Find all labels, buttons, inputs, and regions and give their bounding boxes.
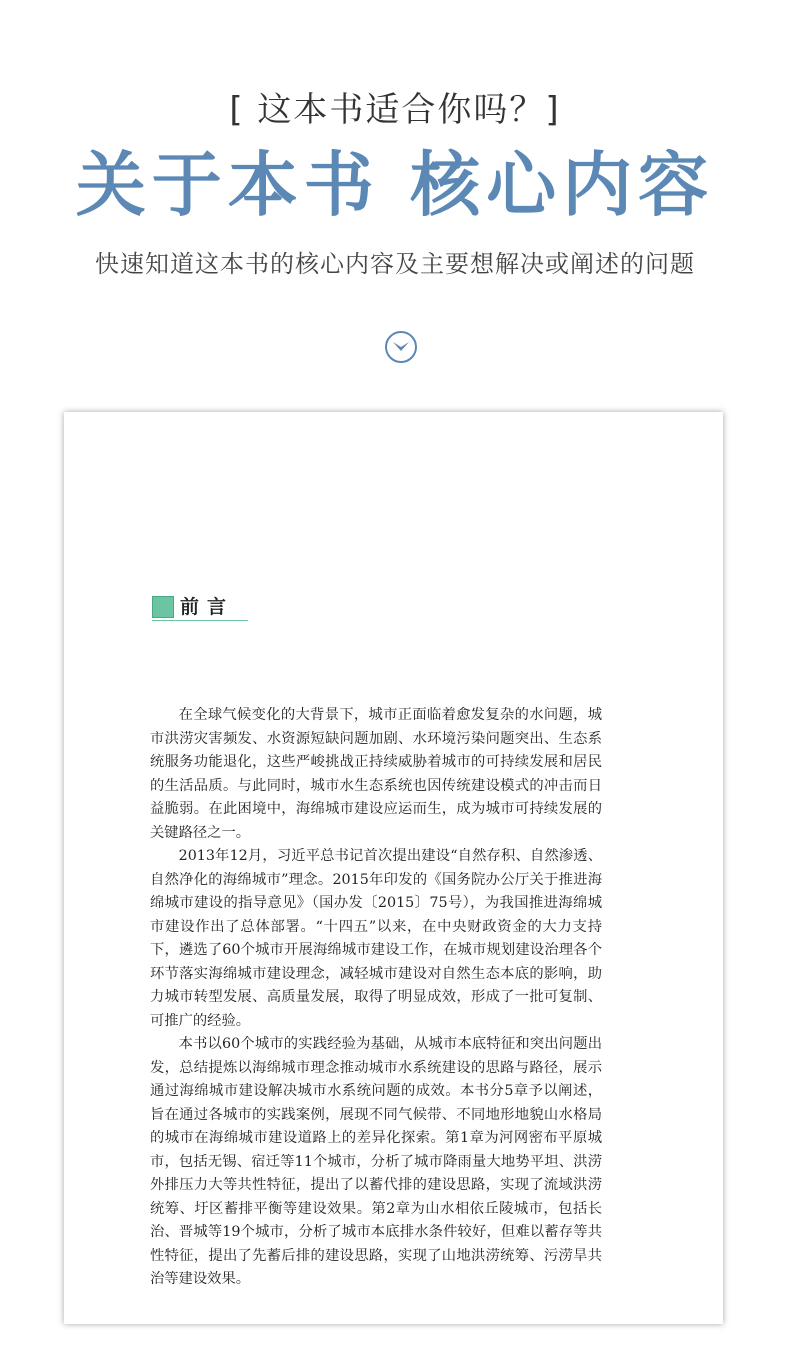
preface-paragraph: 本书以60个城市的实践经验为基础，从城市本底特征和突出问题出发，总结提炼以海绵城市理念推动城市水系统建设的思路与路径，展示通过海绵城市建设解决城市水系统问题的成效。本书分5章予以阐述，旨在通过各城市的实践案例，展现不同气候带、不同地形地貌山水格局的城市在海绵城市建设道路上的差异化探索。第1章为河网密布平原城市，包括无锡、宿迁等11个城市，分析了城市降雨量大地势平坦、洪涝外排压力大等共性特征，提出了以蓄代排的建设思路，实现了流域洪涝统筹、圩区蓄排平衡等建设效果。第2章为山水相依丘陵城市，包括长治、晋城等19个城市，分析了城市本底排水条件较好，但难以蓄存等共性特征，提出了先蓄后排的建设思路，实现了山地洪涝统筹、污涝旱共治等建设效果。 bbox=[150, 1036, 602, 1287]
hero-description: 快速知道这本书的核心内容及主要想解决或阐述的问题 bbox=[95, 250, 695, 278]
heading-marker-icon bbox=[152, 596, 174, 618]
preface-paragraph: 在全球气候变化的大背景下，城市正面临着愈发复杂的水问题，城市洪涝灾害频发、水资源短缺问题加剧、水环境污染问题突出、生态系统服务功能退化，这些严峻挑战正持续威胁着城市的可持续发展和居民的生活品质。与此同时，城市水生态系统也因传统建设模式的冲击而日益脆弱。在此困境中，海绵城市建设应运而生，成为城市可持续发展的关键路径之一。 bbox=[150, 707, 602, 841]
book-page-preview bbox=[64, 412, 723, 1324]
hero-title: 关于本书 核心内容 bbox=[75, 143, 715, 226]
preface-heading bbox=[152, 596, 252, 620]
preface-body bbox=[150, 704, 602, 1292]
preface-paragraph: 2013年12月，习近平总书记首次提出建设“自然存积、自然渗透、自然净化的海绵城市”理念。2015年印发的《国务院办公厅关于推进海绵城市建设的指导意见》（国办发〔2015〕75号），为我国推进海绵城市建设作出了总体部署。“十四五”以来，在中央财政资金的大力支持下，遴选了60个城市开展海绵城市建设工作，在城市规划建设治理各个环节落实海绵城市建设理念，减轻城市建设对自然生态本底的影响，助力城市转型发展、高质量发展，取得了明显成效，形成了一批可复制、可推广的经验。 bbox=[150, 848, 602, 1029]
heading-underline bbox=[152, 620, 248, 621]
chevron-down-circle-icon bbox=[384, 330, 418, 364]
hero-subtitle: [ 这本书适合你吗？] bbox=[229, 90, 561, 130]
preface-heading-text: 前言 bbox=[180, 596, 235, 618]
